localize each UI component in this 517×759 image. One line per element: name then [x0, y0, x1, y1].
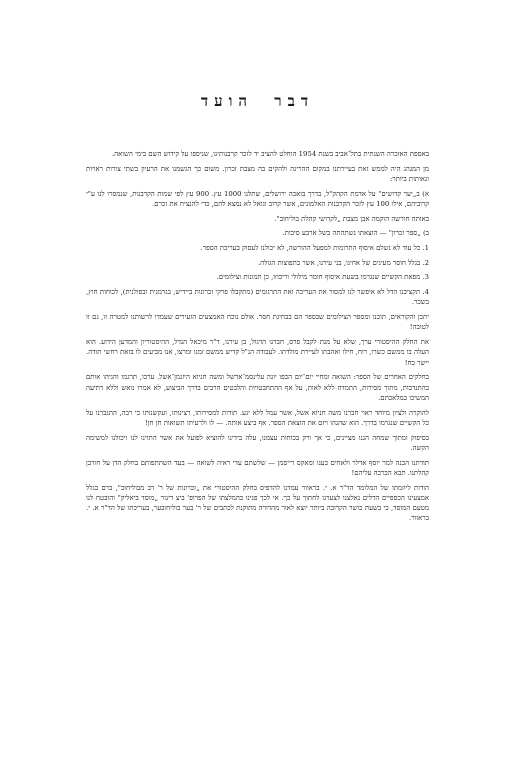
paragraph: הודות ליוזמתו של המלומד הד"ר א. י. בראוור עמדנו להדפיס בחלק ההיסטורי את „זכרונות של ר' דב מבוליחוב", ברם בגלל אמצעינו הכספיים הדלים נאלצנו לצערנו לחתוך על כך. אי לכך פנינו בהמלצתו של הפרופ' ביצ דינור „מוסד ביאליק" והובטח לנו מטעם המוסד, כי בשעת כושר הקרובה ביותר יוצא לאור מהדורה מתוקנת לכתבים של ר' בער בוליחובער, בעריכתו של הד"ר א. י. בראוור.: [86, 483, 429, 523]
paragraph: יתכן והקוראים, תוכנו ומספר הצילומים שבספר הם בבחינת חסר. אולם נוכח האמצעים הזעירים שעמדו לרשותנו למטרה זו, גם זו לטובה!: [86, 313, 429, 332]
paragraph: באספת האזכרה השנתית בתל־אביב בשנת 1954 הוחלט להציב יד לזכר קרבנותינו, שניספו על קידוש השם בימי השואה.: [111, 150, 429, 158]
paragraph: להוקרה ולציון מיוחד ראוי חברנו משה חניוא אשל, אשר עמל ללא יגע. תודות למסירותו, רצינותו, ועקשנותו כי רבה, התגברנו על כל הקשיים שנגרמו בדרך. הוא שהנהו ויזם את הוצאת הספר. אף ביצע אותה. — לו ולרעיתו תשואות חן חן!: [86, 408, 429, 427]
document-body: [86, 149, 429, 524]
paragraph: בסיפוק ומתוך שמחה הננו מציינים, כי אך ורק בכוחות עצמנו, עלה בידינו להוציא לפועל את אשר התוינו לנו ויכולנו למשימה הקשה.: [86, 433, 429, 452]
paragraph: בחלקים האחרים של הספר: השואה ומחיי יום־יום הכפו יונה עלינסמ־ארשל ומשה חניוא היזנמן־אשל. ערכו, תרגמו והגיהו אותם בהתנדבות, מתוך מסירות, התמדה ללא לאות, על אף ההתחבטויות והלבטים הרבים בדרך הביצוע, לא אמרו נואש וללא רתיעה המשיכו במלאכתם.: [86, 373, 429, 402]
page-title: דבר הועד: [200, 92, 315, 110]
paragraph: מן המנהג היה לממש זאת בעיירתנו במקום ההריגה ולהקים בה מצבת זכרון. משום כך הגשמנו את הרעיון בשתי צורות ראויות ונאותות ביותר:: [86, 164, 429, 183]
list-item: 3. מפאת הקשיים שנגרמו בשעת איסוף חומר מילולי וריכוזו, כן תמונות וצילומים.: [216, 273, 429, 282]
list-item: 1. כל עוד לא נשלם איסוף התרומות למפעל ההורשה, לא יכולנו לעסוק בעריכת הספר.: [200, 244, 429, 253]
paragraph: באותה חורשה הוקמה אבן מצבת „לקדושי קהלת בוליחוב".: [274, 214, 429, 223]
list-item: 4. תקציבנו הדל לא איפשר לנו למסור את העריכה ואת התרגומים (מתקבלו פרקי זכרונות ביידיש, בגרמנית ובפולנית), לכוחות חוץ, בשכר.: [86, 288, 429, 307]
list-item: 2. בגלל חוסר מעינים של אחינו, בני עירנו, אשר בתפוצות הגולה.: [257, 258, 429, 267]
paragraph: את החלק ההיסטורי ערך, שלא על מנת לקבל פרס, חברנו הדגול, בן עירנו, ד"ר מיכאל הנדל, ההיסטוריון והמדען הידוע. הוא העלה בו ממשם כשרו, רוח, חילו ואהבתו לעיירת מולדתו. לעבודה הנ"ל קדיש ממשם זמנו ומרצו, אנו מביעים לו בזאת רחשי תודה. יישר כח!: [86, 338, 429, 367]
paragraph: ב) „ספר זכרון" — הוצאתו נשתהתה בשל ארבע סיבות.: [282, 229, 429, 238]
paragraph: תודתנו הכנה למר יוסף אדלר ולאחים כענו ומאקס רייסמן — שלשתם עדי ראיה לשואה — בעד השתתפותם בחלק הדן על חורבן קהלתנו. תבא הברכה עליהם!: [86, 458, 429, 477]
paragraph: א) ב„יער קדושים" על אדמת הקהק"ל, בדרך בואכה ירושלים, שתלנו 1000 עץ. 900 עץ לפי שמות הקרבנות, שנמסרו לנו ע"י קרוביהם, אילו 100 עץ לזכר הקרבנות האלמונים, אשר קרוב וגואל לא נמצא להם, כדי להנציח את זכרם.: [86, 189, 430, 208]
